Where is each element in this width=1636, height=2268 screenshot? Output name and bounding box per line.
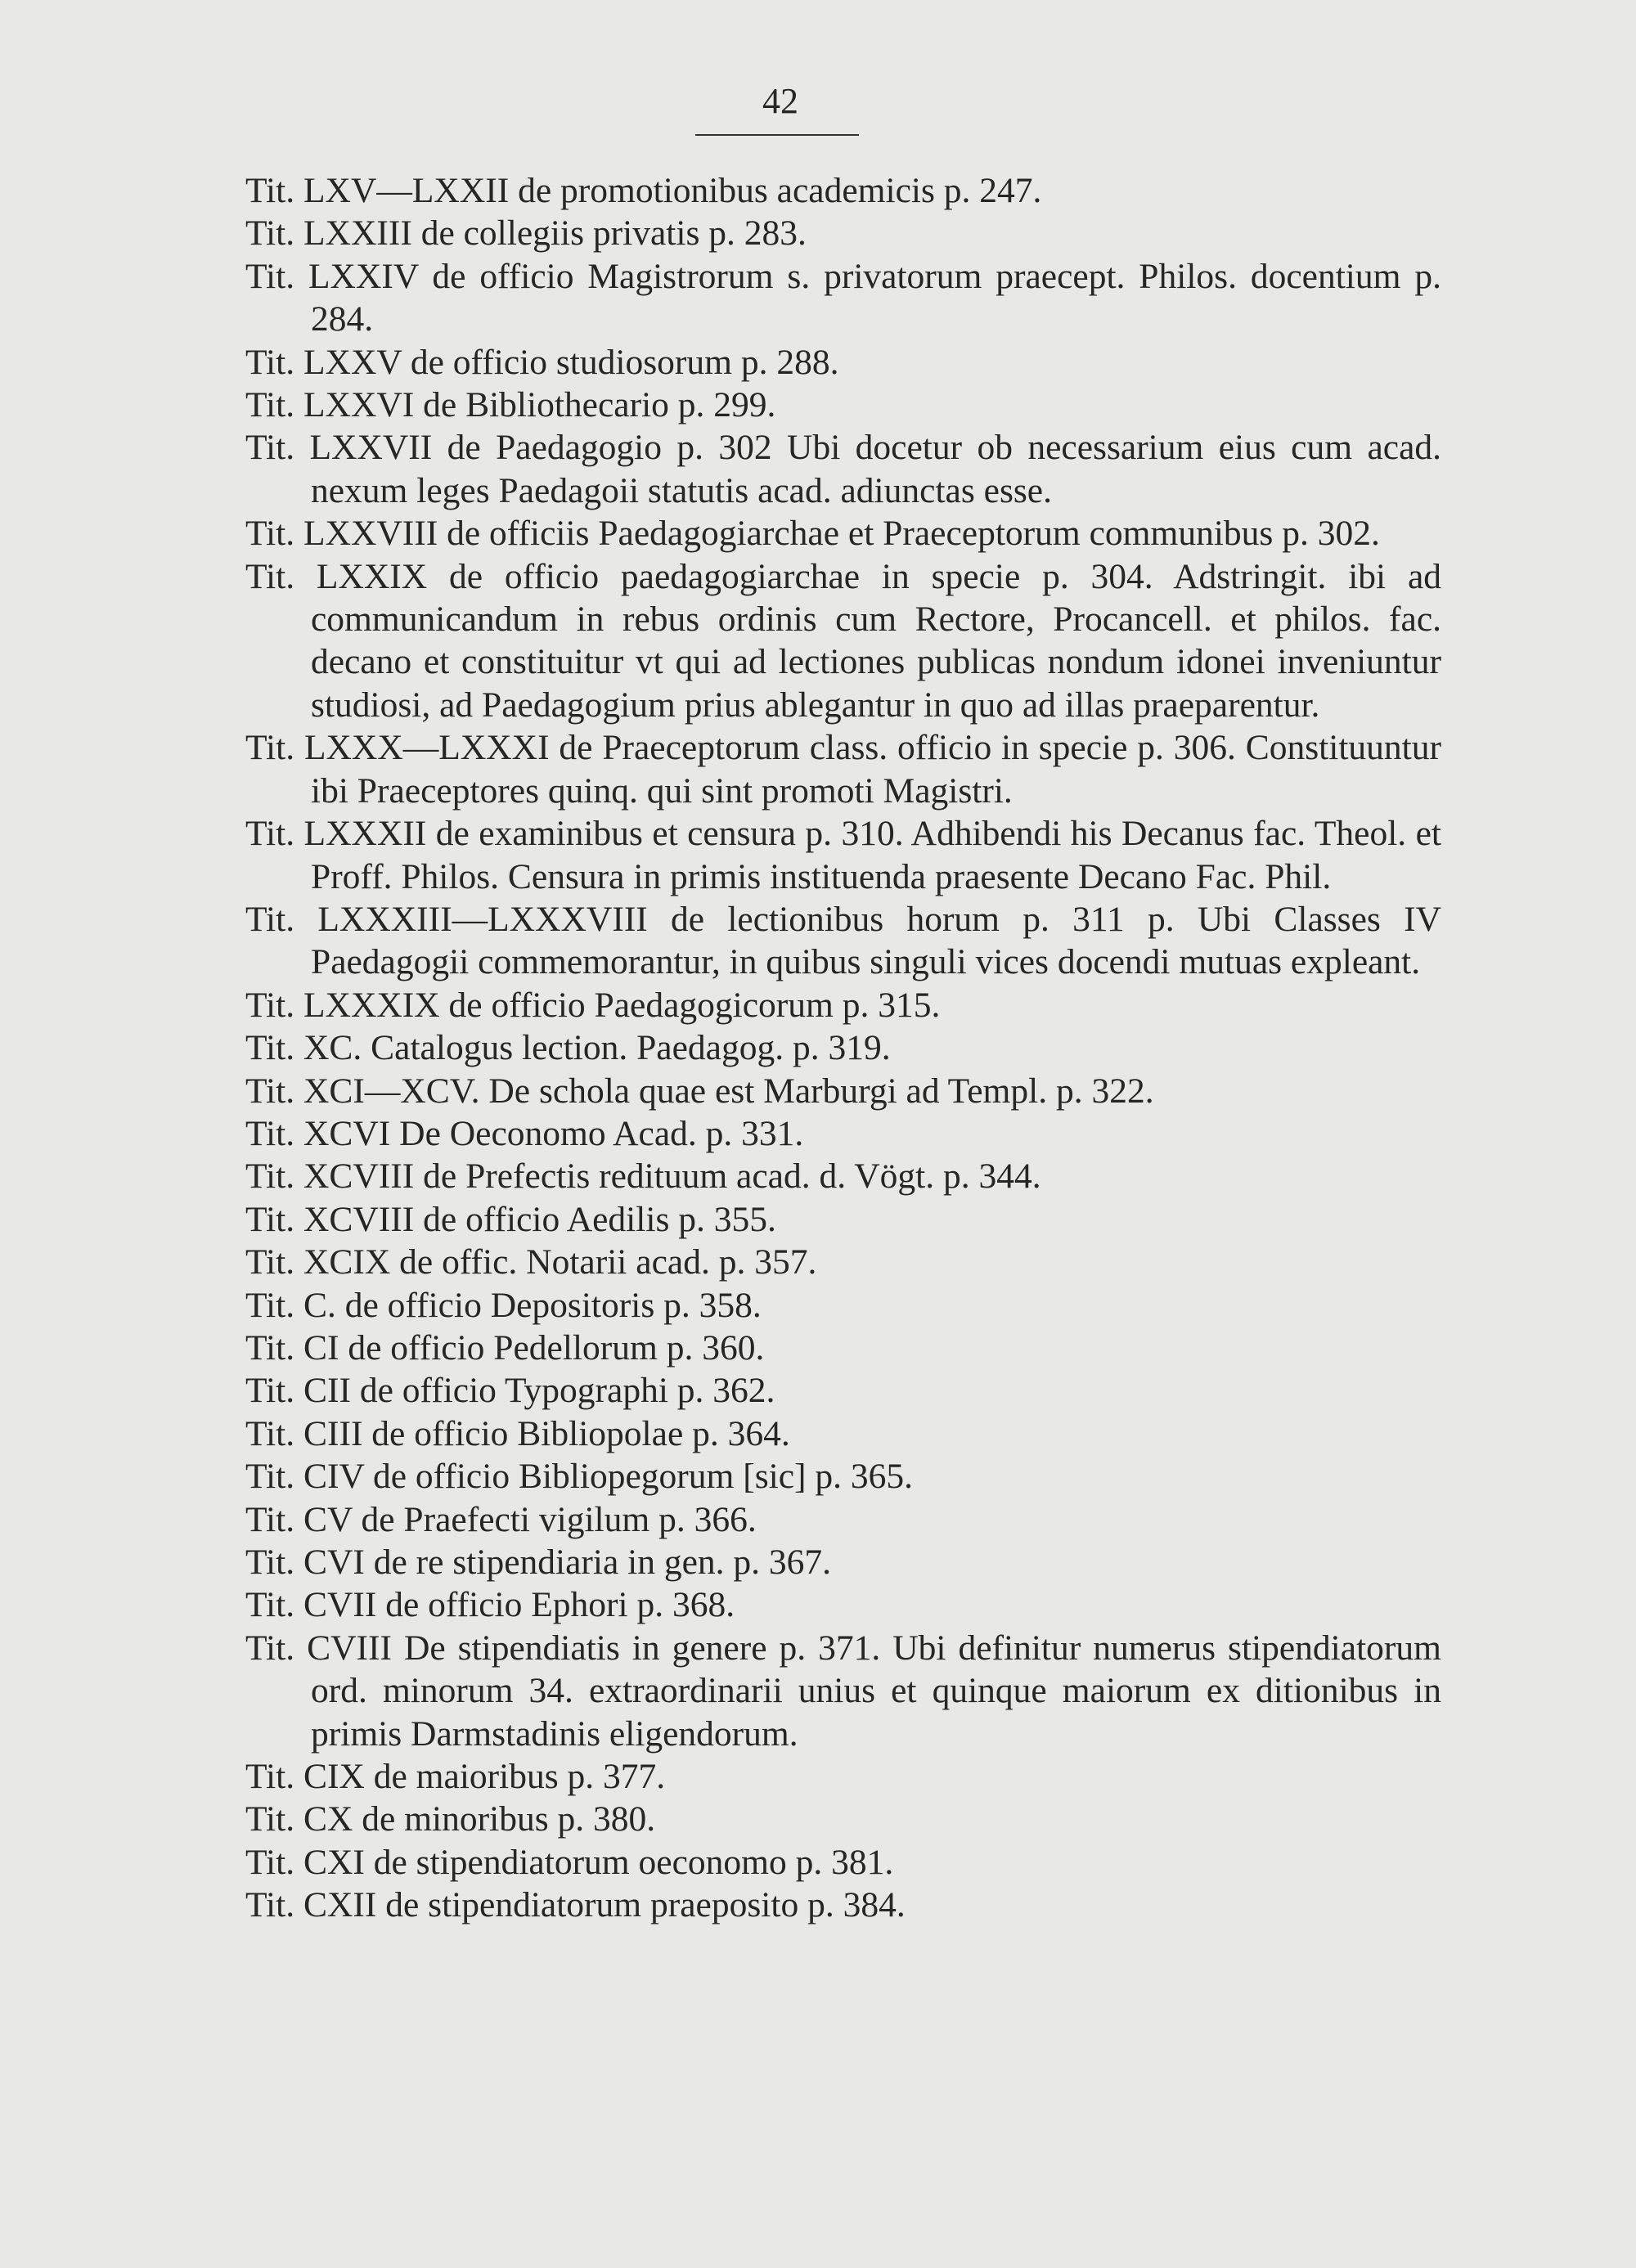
list-item: Tit. CXI de stipendiatorum oeconomo p. 381. (245, 1842, 894, 1882)
list-item: Tit. XCVIII de officio Aedilis p. 355. (245, 1199, 776, 1239)
list-item: Tit. LXV—LXXII de promotionibus academicis p. 247. (245, 171, 1042, 210)
list-item: Tit. C. de officio Depositoris p. 358. (245, 1285, 762, 1325)
list-item: Tit. CVI de re stipendiaria in gen. p. 367. (245, 1543, 832, 1582)
list-item: Tit. LXXXIX de officio Paedagogicorum p. 315. (245, 985, 941, 1025)
list-item: Tit. CVII de officio Ephori p. 368. (245, 1585, 735, 1625)
list-item: Tit. LXXXIII—LXXXVIII de lectionibus horum p. 311 p. Ubi Classes IV Paedagogii commemorantur, in quibus singuli vices docendi mutuas expleant. (245, 899, 1441, 982)
list-item: Tit. CIX de maioribus p. 377. (245, 1757, 666, 1797)
list-item: Tit. LXXXII de examinibus et censura p. 310. Adhibendi his Decanus fac. Theol. et Proff. Philos. Censura in primis instituenda praesente Decano Fac. Phil. (245, 814, 1441, 896)
list-item: Tit. LXXVI de Bibliothecario p. 299. (245, 385, 776, 425)
list-item: Tit. CXII de stipendiatorum praeposito p. 384. (245, 1885, 906, 1925)
list-item: Tit. LXXX—LXXXI de Praeceptorum class. officio in specie p. 306. Constituuntur ibi Praeceptores quinq. qui sint promoti Magistri. (245, 728, 1441, 811)
list-item: Tit. LXXIX de officio paedagogiarchae in specie p. 304. Adstringit. ibi ad communicandum in rebus ordinis cum Rectore, Procancell. et philos. fac. decano et constituitur vt qui ad lectiones publicas nondum idonei inveniuntur studiosi, ad Paedagogium prius ablegantur in quo ad illas praeparentur. (245, 556, 1441, 725)
list-item: Tit. XCIX de offic. Notarii acad. p. 357. (245, 1242, 817, 1282)
list-item: Tit. XCVI De Oeconomo Acad. p. 331. (245, 1113, 804, 1153)
list-item: Tit. CIV de officio Bibliopegorum [sic] p. 365. (245, 1457, 914, 1497)
list-item: Tit. XCI—XCV. De schola quae est Marburgi ad Templ. p. 322. (245, 1071, 1154, 1111)
list-item: Tit. LXXVII de Paedagogio p. 302 Ubi docetur ob necessarium eius cum acad. nexum leges Paedagoii statutis acad. adiunctas esse. (245, 428, 1441, 510)
page-number: 42 (762, 81, 798, 121)
list-item: Tit. LXXIV de officio Magistrorum s. privatorum praecept. Philos. docentium p. 284. (245, 256, 1441, 339)
list-item: Tit. CV de Praefecti vigilum p. 366. (245, 1499, 757, 1539)
list-item: Tit. CII de officio Typographi p. 362. (245, 1371, 775, 1411)
list-item: Tit. XC. Catalogus lection. Paedagog. p. 319. (245, 1028, 891, 1068)
list-item: Tit. CX de minoribus p. 380. (245, 1799, 656, 1839)
list-item: Tit. CI de officio Pedellorum p. 360. (245, 1327, 765, 1368)
list-item: Tit. LXXV de officio studiosorum p. 288. (245, 342, 839, 382)
list-item: Tit. CIII de officio Bibliopolae p. 364. (245, 1413, 790, 1453)
title-list (245, 169, 1441, 1927)
list-item: Tit. XCVIII de Prefectis redituum acad. d. Vögt. p. 344. (245, 1156, 1041, 1197)
list-item: Tit. LXXVIII de officiis Paedagogiarchae et Praeceptorum communibus p. 302. (245, 514, 1380, 554)
list-item: Tit. CVIII De stipendiatis in genere p. 371. Ubi definitur numerus stipendiatorum ord. minorum 34. extraordinarii unius et quinque maiorum ex ditionibus in primis Darmstadinis eligendorum. (245, 1628, 1441, 1754)
header-rule (695, 134, 859, 136)
list-item: Tit. LXXIII de collegiis privatis p. 283. (245, 213, 807, 254)
